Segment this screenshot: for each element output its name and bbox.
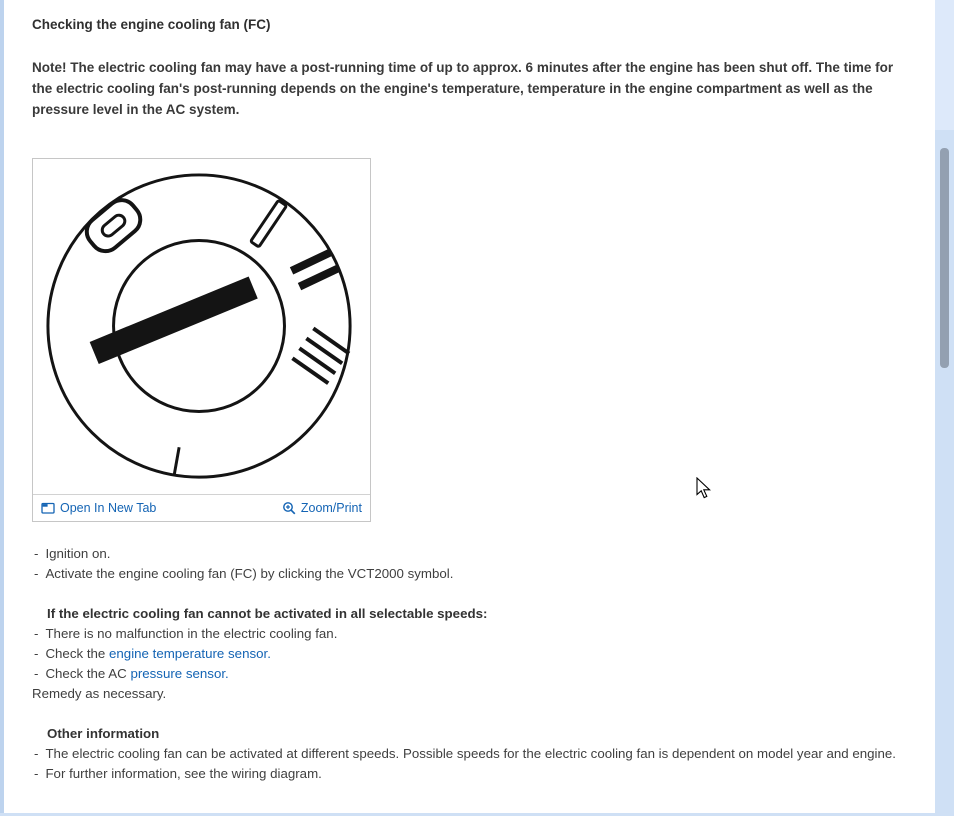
scrollbar-top-area	[935, 0, 954, 130]
bullet-dash: -	[34, 566, 39, 581]
zoom-print-label: Zoom/Print	[300, 501, 362, 515]
list-item	[32, 544, 912, 564]
diagnosis-text: Check the	[45, 646, 110, 661]
left-frame-strip	[0, 0, 4, 816]
remedy-text: Remedy as necessary.	[32, 686, 167, 701]
instructions-section	[32, 544, 912, 784]
bullet-dash: -	[34, 546, 39, 561]
open-in-new-tab-icon	[41, 501, 55, 515]
bullet-dash: -	[34, 626, 39, 641]
diagnosis-heading: If the electric cooling fan cannot be activated in all selectable speeds:	[47, 606, 488, 621]
list-item	[32, 644, 912, 664]
other-text: For further information, see the wiring diagram.	[45, 766, 322, 781]
list-item	[32, 744, 912, 764]
list-item	[32, 664, 912, 684]
bullet-dash: -	[34, 646, 39, 661]
diagnosis-text: Check the AC	[45, 666, 131, 681]
step-text: Activate the engine cooling fan (FC) by clicking the VCT2000 symbol.	[45, 566, 454, 581]
list-item	[32, 764, 912, 784]
pressure-sensor-link[interactable]: pressure sensor.	[130, 666, 229, 681]
list-item	[32, 624, 912, 644]
other-text: The electric cooling fan can be activated at different speeds. Possible speeds for the electric cooling fan is dependent on model year and engine.	[45, 746, 896, 761]
note-paragraph: Note! The electric cooling fan may have a post-running time of up to approx. 6 minutes after the engine has been shut off. The time for the electric cooling fan's post-running depends on the engine's temperature, temperature in the engine compartment as well as the pressure level in the AC system.	[32, 60, 894, 117]
other-information-heading: Other information	[47, 726, 160, 741]
zoom-print-link[interactable]	[282, 501, 362, 515]
diagnosis-text: There is no malfunction in the electric cooling fan.	[45, 626, 338, 641]
engine-temperature-sensor-link[interactable]: engine temperature sensor.	[109, 646, 271, 661]
list-item	[32, 564, 912, 584]
bullet-dash: -	[34, 666, 39, 681]
bullet-dash: -	[34, 746, 39, 761]
step-text: Ignition on.	[45, 546, 111, 561]
page-title: Checking the engine cooling fan (FC)	[32, 17, 271, 32]
mouse-cursor	[696, 477, 714, 506]
open-in-new-tab-label: Open In New Tab	[60, 501, 157, 515]
zoom-plus-icon	[282, 501, 296, 515]
bullet-dash: -	[34, 766, 39, 781]
scrollbar-thumb[interactable]	[940, 148, 949, 368]
ignition-switch-diagram	[37, 164, 365, 492]
open-in-new-tab-link[interactable]	[41, 501, 156, 515]
figure-toolbar	[33, 494, 370, 521]
ignition-switch-drawing	[37, 164, 365, 492]
figure-panel	[32, 158, 371, 522]
